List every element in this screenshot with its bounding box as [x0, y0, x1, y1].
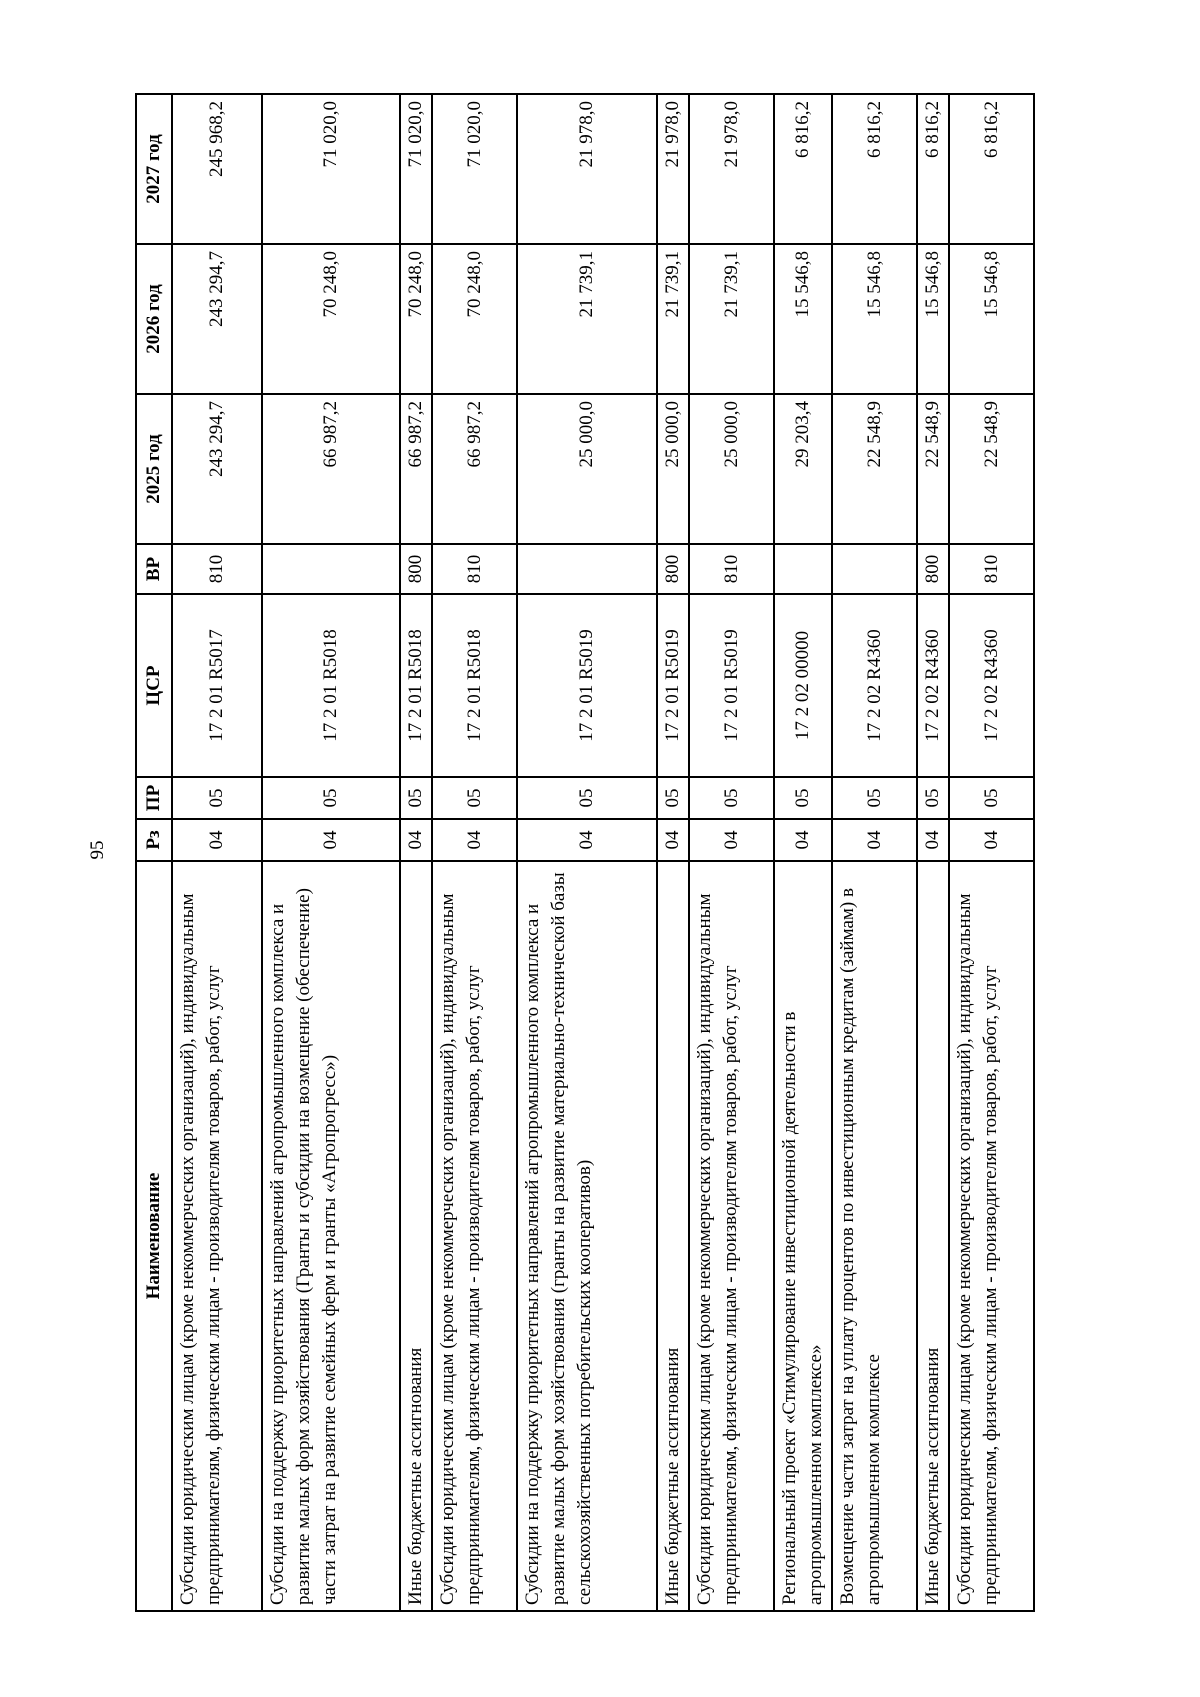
budget-table: [135, 93, 1035, 1612]
cell-vr: 810: [949, 544, 1034, 594]
cell-rz: 04: [400, 819, 432, 861]
cell-vr: 800: [657, 544, 689, 594]
cell-2027: 245 968,2: [172, 94, 262, 244]
cell-name: Субсидии на поддержку приоритетных направлений агропромышленного комплекса и развитие малых форм хозяйствования (гранты на развитие материально-технической базы сельскохозяйственных потребительских кооперативов): [517, 861, 657, 1611]
cell-2026: 21 739,1: [689, 244, 774, 394]
cell-2026: 70 248,0: [432, 244, 517, 394]
cell-pr: 05: [517, 777, 657, 819]
cell-pr: 05: [432, 777, 517, 819]
table-row: [432, 94, 517, 1611]
cell-name: Региональный проект «Стимулирование инвестиционной деятельности в агропромышленном комплексе»: [774, 861, 832, 1611]
cell-2025: 22 548,9: [917, 394, 949, 544]
header-vr: ВР: [136, 544, 172, 594]
table-row: [689, 94, 774, 1611]
cell-2027: 6 816,2: [917, 94, 949, 244]
cell-pr: 05: [689, 777, 774, 819]
header-name: Наименование: [136, 861, 172, 1611]
cell-csr: 17 2 01 R5018: [432, 594, 517, 777]
table-header: [136, 94, 172, 1611]
cell-name: Иные бюджетные ассигнования: [400, 861, 432, 1611]
cell-csr: 17 2 02 R4360: [949, 594, 1034, 777]
cell-csr: 17 2 01 R5018: [400, 594, 432, 777]
cell-vr: 800: [917, 544, 949, 594]
cell-2025: 25 000,0: [517, 394, 657, 544]
cell-csr: 17 2 02 R4360: [832, 594, 917, 777]
cell-2026: 70 248,0: [400, 244, 432, 394]
header-pr: ПР: [136, 777, 172, 819]
cell-2026: 70 248,0: [262, 244, 400, 394]
cell-vr: [774, 544, 832, 594]
table-row: [400, 94, 432, 1611]
cell-pr: 05: [400, 777, 432, 819]
cell-pr: 05: [262, 777, 400, 819]
cell-name: Возмещение части затрат на уплату процентов по инвестиционным кредитам (займам) в агропромышленном комплексе: [832, 861, 917, 1611]
table-row: [917, 94, 949, 1611]
cell-rz: 04: [917, 819, 949, 861]
header-rz: Рз: [136, 819, 172, 861]
budget-table-rotated: [135, 95, 1015, 1612]
cell-csr: 17 2 02 00000: [774, 594, 832, 777]
cell-rz: 04: [262, 819, 400, 861]
cell-rz: 04: [432, 819, 517, 861]
cell-csr: 17 2 01 R5019: [689, 594, 774, 777]
cell-rz: 04: [657, 819, 689, 861]
cell-rz: 04: [172, 819, 262, 861]
cell-pr: 05: [172, 777, 262, 819]
cell-name: Субсидии юридическим лицам (кроме некоммерческих организаций), индивидуальным предпринимателям, физическим лицам - производителям товаров, работ, услуг: [689, 861, 774, 1611]
cell-pr: 05: [917, 777, 949, 819]
cell-2026: 15 546,8: [774, 244, 832, 394]
cell-vr: 810: [689, 544, 774, 594]
table-row: [832, 94, 917, 1611]
cell-2027: 6 816,2: [774, 94, 832, 244]
cell-name: Субсидии юридическим лицам (кроме некоммерческих организаций), индивидуальным предпринимателям, физическим лицам - производителям товаров, работ, услуг: [949, 861, 1034, 1611]
cell-2025: 66 987,2: [262, 394, 400, 544]
cell-pr: 05: [832, 777, 917, 819]
header-csr: ЦСР: [136, 594, 172, 777]
cell-rz: 04: [774, 819, 832, 861]
cell-2027: 21 978,0: [517, 94, 657, 244]
cell-name: Иные бюджетные ассигнования: [657, 861, 689, 1611]
cell-rz: 04: [949, 819, 1034, 861]
cell-name: Субсидии юридическим лицам (кроме некоммерческих организаций), индивидуальным предпринимателям, физическим лицам - производителям товаров, работ, услуг: [172, 861, 262, 1611]
cell-2026: 15 546,8: [832, 244, 917, 394]
cell-2027: 6 816,2: [949, 94, 1034, 244]
cell-csr: 17 2 01 R5018: [262, 594, 400, 777]
table-body: [172, 94, 1034, 1611]
page-number: 95: [87, 840, 108, 860]
cell-vr: [262, 544, 400, 594]
cell-vr: 810: [432, 544, 517, 594]
cell-rz: 04: [689, 819, 774, 861]
cell-2025: 22 548,9: [949, 394, 1034, 544]
cell-2026: 21 739,1: [657, 244, 689, 394]
cell-rz: 04: [517, 819, 657, 861]
cell-csr: 17 2 02 R4360: [917, 594, 949, 777]
cell-name: Иные бюджетные ассигнования: [917, 861, 949, 1611]
cell-vr: 800: [400, 544, 432, 594]
cell-2025: 22 548,9: [832, 394, 917, 544]
table-row: [657, 94, 689, 1611]
table-row: [949, 94, 1034, 1611]
table-row: [172, 94, 262, 1611]
cell-2025: 29 203,4: [774, 394, 832, 544]
cell-2027: 21 978,0: [657, 94, 689, 244]
header-2027: 2027 год: [136, 94, 172, 244]
header-row: [136, 94, 172, 1611]
cell-2027: 6 816,2: [832, 94, 917, 244]
cell-rz: 04: [832, 819, 917, 861]
cell-pr: 05: [774, 777, 832, 819]
cell-2027: 21 978,0: [689, 94, 774, 244]
cell-2025: 243 294,7: [172, 394, 262, 544]
cell-pr: 05: [949, 777, 1034, 819]
cell-2025: 25 000,0: [689, 394, 774, 544]
cell-pr: 05: [657, 777, 689, 819]
cell-2026: 21 739,1: [517, 244, 657, 394]
cell-2027: 71 020,0: [432, 94, 517, 244]
cell-2025: 66 987,2: [432, 394, 517, 544]
cell-2026: 243 294,7: [172, 244, 262, 394]
cell-2025: 25 000,0: [657, 394, 689, 544]
cell-name: Субсидии на поддержку приоритетных направлений агропромышленного комплекса и развитие малых форм хозяйствования (Гранты и субсидии на возмещение (обеспечение) части затрат на развитие семейных ферм и гранты «Агропрогресс»): [262, 861, 400, 1611]
table-row: [262, 94, 400, 1611]
cell-csr: 17 2 01 R5019: [657, 594, 689, 777]
cell-2026: 15 546,8: [917, 244, 949, 394]
cell-vr: 810: [172, 544, 262, 594]
cell-csr: 17 2 01 R5017: [172, 594, 262, 777]
cell-csr: 17 2 01 R5019: [517, 594, 657, 777]
header-2026: 2026 год: [136, 244, 172, 394]
cell-2026: 15 546,8: [949, 244, 1034, 394]
cell-name: Субсидии юридическим лицам (кроме некоммерческих организаций), индивидуальным предпринимателям, физическим лицам - производителям товаров, работ, услуг: [432, 861, 517, 1611]
table-row: [517, 94, 657, 1611]
cell-vr: [832, 544, 917, 594]
cell-vr: [517, 544, 657, 594]
cell-2025: 66 987,2: [400, 394, 432, 544]
header-2025: 2025 год: [136, 394, 172, 544]
table-row: [774, 94, 832, 1611]
cell-2027: 71 020,0: [400, 94, 432, 244]
cell-2027: 71 020,0: [262, 94, 400, 244]
